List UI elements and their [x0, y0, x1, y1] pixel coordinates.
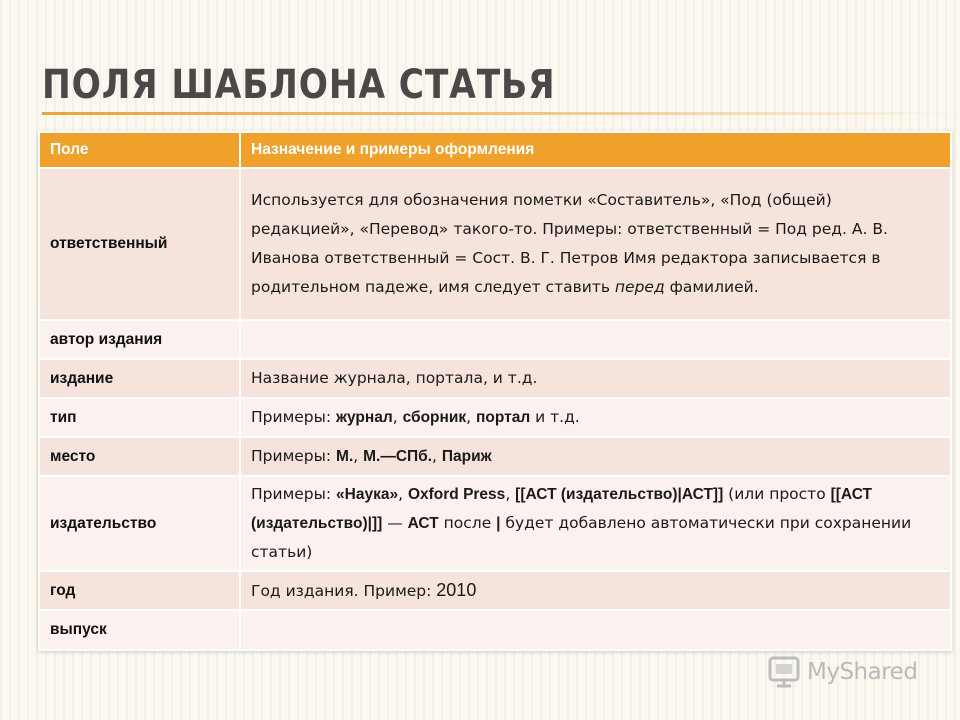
desc-bold: Париж	[441, 448, 492, 465]
desc-text: —	[382, 514, 408, 532]
desc-number: 2010	[436, 579, 477, 600]
watermark-text: MyShared	[807, 659, 918, 685]
table-row	[39, 320, 951, 359]
table-row	[39, 437, 951, 476]
desc-text: после	[438, 514, 497, 532]
table-row	[39, 571, 951, 610]
page-title: ПОЛЯ ШАБЛОНА СТАТЬЯ	[42, 62, 556, 108]
desc-text: ,	[432, 447, 442, 465]
desc-text: ,	[505, 485, 516, 503]
fields-table	[38, 131, 952, 651]
desc-bold: |	[496, 515, 501, 532]
desc-text: (или просто	[723, 485, 831, 503]
desc-bold: [[АСТ (издательство)|]]	[251, 486, 873, 532]
desc-bold: М.—СПб.	[363, 448, 433, 465]
desc-bold: портал	[476, 409, 531, 426]
desc-text: и т.д.	[530, 408, 580, 426]
desc-text: Примеры:	[251, 447, 337, 465]
desc-bold: сборник	[402, 409, 467, 426]
table-row	[39, 398, 951, 437]
field-description	[240, 610, 951, 650]
title-underline	[42, 112, 960, 115]
table-header-row	[39, 132, 951, 168]
header-field: Поле	[39, 132, 240, 168]
desc-bold: Oxford Press	[407, 486, 506, 503]
desc-text: ,	[392, 408, 403, 426]
table-row	[39, 610, 951, 650]
field-description	[240, 398, 951, 437]
desc-bold: [[АСТ (издательство)|АСТ]]	[515, 486, 724, 503]
field-description	[240, 437, 951, 476]
table-row	[39, 476, 951, 571]
field-name: место	[39, 437, 240, 476]
field-name: автор издания	[39, 320, 240, 359]
desc-text: ,	[353, 447, 364, 465]
field-description: Название журнала, портала, и т.д.	[240, 359, 951, 398]
desc-text: Примеры:	[251, 408, 337, 426]
field-name: издательство	[39, 476, 240, 571]
table-row	[39, 359, 951, 398]
field-description	[240, 571, 951, 610]
header-purpose: Назначение и примеры оформления	[240, 132, 951, 168]
desc-text: Используется для обозначения пометки «Составитель», «Под (общей) редакцией», «Перевод» такого-то. Примеры: ответственный = Под ред. А. В. Иванова ответственный = Сост. В. Г. Петров Имя редактора записывается в родительном падеже, имя следует ставить	[251, 191, 888, 296]
desc-bold: АСТ	[407, 515, 439, 532]
field-description	[240, 476, 951, 571]
desc-text: Год издания. Пример:	[251, 581, 437, 600]
desc-text: Примеры:	[251, 485, 337, 503]
desc-bold: журнал	[336, 409, 393, 426]
desc-text: ,	[466, 408, 477, 426]
desc-text: будет добавлено автоматически при сохранении статьи)	[251, 514, 912, 561]
desc-bold: «Наука»	[336, 486, 399, 503]
presentation-board-icon	[767, 655, 801, 693]
table-row	[39, 168, 951, 320]
field-description	[240, 168, 951, 320]
desc-text: ,	[398, 485, 408, 503]
desc-bold: М.	[336, 448, 354, 465]
field-description	[240, 320, 951, 359]
field-name: ответственный	[39, 168, 240, 320]
field-name: тип	[39, 398, 240, 437]
field-name: издание	[39, 359, 240, 398]
desc-text: фамилией.	[664, 278, 759, 296]
field-name: год	[39, 571, 240, 610]
field-name: выпуск	[39, 610, 240, 650]
desc-italic: перед	[614, 278, 665, 296]
watermark-brand	[767, 655, 937, 691]
title-area	[42, 62, 922, 132]
